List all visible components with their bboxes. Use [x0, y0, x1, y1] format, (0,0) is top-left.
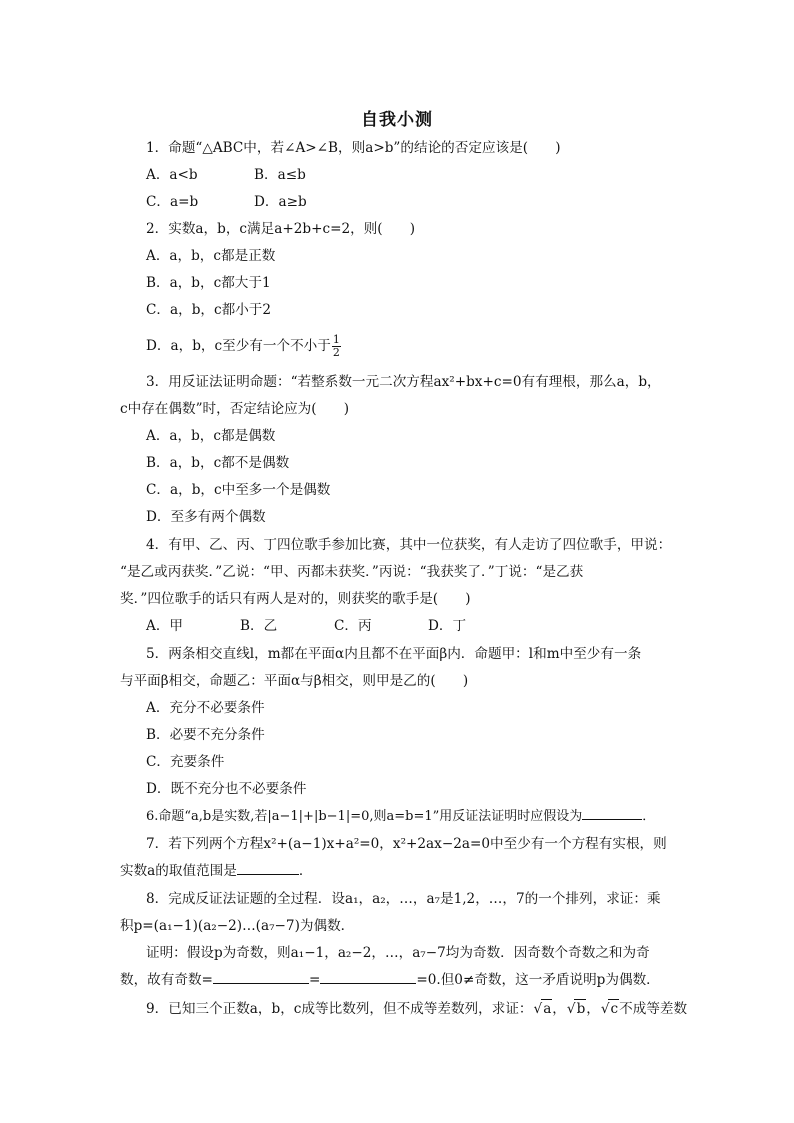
q3-option-d[interactable]: D．至多有两个偶数 — [146, 509, 266, 525]
q2-option-c[interactable]: C．a，b，c都小于2 — [146, 302, 272, 318]
q8-proof-part2: = — [308, 972, 321, 988]
q4-stem-line2: “是乙或丙获奖．”乙说：“甲、丙都未获奖．”丙说：“我获奖了．”丁说：“是乙获 — [120, 564, 584, 580]
q1-stem: 1．命题“△ABC中，若∠A>∠B，则a>b”的结论的否定应该是( ) — [146, 140, 561, 156]
q1-option-b[interactable]: B．a≤b — [254, 167, 306, 183]
q7-end: ． — [298, 863, 313, 879]
q1-option-c[interactable]: C．a=b — [146, 194, 199, 210]
q2-option-d-text: D．a，b，c至少有一个不小于 — [146, 338, 331, 354]
q5-option-b[interactable]: B．必要不充分条件 — [146, 727, 265, 743]
fraction-one-half — [332, 334, 341, 359]
q9-sep-1: ， — [552, 1001, 566, 1017]
q2-stem: 2．实数a，b，c满足a+2b+c=2，则( ) — [146, 221, 416, 237]
q6-answer-blank[interactable] — [582, 807, 642, 820]
q9-stem-post: 不成等差数 — [619, 1001, 688, 1017]
sqrt-c: √ c — [608, 999, 619, 1018]
q4-option-b[interactable]: B．乙 — [240, 618, 278, 634]
q7-answer-blank[interactable] — [237, 862, 299, 875]
q8-answer-blank-1[interactable] — [213, 971, 309, 984]
sqrt-a: √ a — [541, 999, 553, 1018]
q2-option-b[interactable]: B．a，b，c都大于1 — [146, 275, 271, 291]
q4-stem-line3: 奖．”四位歌手的话只有两人是对的，则获奖的歌手是( ) — [120, 591, 471, 607]
q8-proof-part1: 数，故有奇数= — [120, 972, 213, 988]
fraction-denominator: 2 — [332, 346, 340, 359]
q8-stem-line2: 积p=(a₁−1)(a₂−2)…(a₇−7)为偶数． — [120, 918, 355, 934]
q7-stem-line1: 7．若下列两个方程x²+(a−1)x+a²=0，x²+2ax−2a=0中至少有一个方程有实根，则 — [146, 836, 667, 852]
q2-option-a[interactable]: A．a，b，c都是正数 — [146, 248, 276, 264]
q3-option-b[interactable]: B．a，b，c都不是偶数 — [146, 455, 290, 471]
q5-option-a[interactable]: A．充分不必要条件 — [146, 700, 265, 716]
q1-options-row2 — [146, 193, 706, 211]
q7-stem-line2: 实数a的取值范围是 — [120, 863, 237, 879]
q4-option-d[interactable]: D．丁 — [428, 618, 467, 634]
q4-options — [146, 617, 706, 635]
q6-stem: 6.命题“a,b是实数,若|a−1|+|b−1|=0,则a=b=1”用反证法证明时应假设为 — [146, 809, 583, 824]
q7-line2 — [120, 862, 680, 880]
q9-stem-pre: 9．已知三个正数a，b，c成等比数列，但不成等差数列，求证： — [146, 1001, 533, 1017]
q9-stem-line1 — [146, 999, 706, 1018]
q4-stem-line1: 4．有甲、乙、丙、丁四位歌手参加比赛，其中一位获奖，有人走访了四位歌手，甲说： — [146, 537, 672, 553]
q6-end: ． — [642, 809, 656, 824]
q4-option-c[interactable]: C．丙 — [334, 618, 372, 634]
q8-proof-line1: 证明：假设p为奇数，则a₁−1，a₂−2，…，a₇−7均为奇数．因奇数个奇数之和为奇 — [146, 945, 650, 961]
q5-stem-line2: 与平面β相交，命题乙：平面α与β相交，则甲是乙的( ) — [120, 673, 469, 689]
q5-option-d[interactable]: D．既不充分也不必要条件 — [146, 781, 307, 797]
q1-option-d[interactable]: D．a≥b — [254, 194, 307, 210]
q8-answer-blank-2[interactable] — [320, 971, 416, 984]
sqrt-b: √ b — [574, 999, 586, 1018]
q1-options-row1 — [146, 166, 706, 184]
q3-option-c[interactable]: C．a，b，c中至多一个是偶数 — [146, 482, 331, 498]
q8-proof-part3: =0.但0≠奇数，这一矛盾说明p为偶数． — [416, 972, 660, 988]
q5-option-c[interactable]: C．充要条件 — [146, 754, 225, 770]
q9-sep-2: ， — [586, 1001, 600, 1017]
q3-stem-line1: 3．用反证法证明命题：“若整系数一元二次方程ax²+bx+c=0有有理根，那么a，b， — [146, 374, 661, 390]
q6-line — [146, 807, 706, 826]
q8-stem-line1: 8．完成反证法证题的全过程．设a₁，a₂，…，a₇是1,2，…，7的一个排列，求证：乘 — [146, 891, 661, 907]
q4-option-a[interactable]: A．甲 — [146, 618, 184, 634]
q3-option-a[interactable]: A．a，b，c都是偶数 — [146, 428, 276, 444]
q5-stem-line1: 5．两条相交直线l，m都在平面α内且都不在平面β内．命题甲：l和m中至少有一条 — [146, 646, 642, 662]
q3-stem-line2: c中存在偶数”时，否定结论应为( ) — [120, 401, 350, 417]
q8-proof-line2 — [120, 971, 680, 989]
fraction-numerator: 1 — [332, 333, 340, 346]
q1-option-a[interactable]: A．a<b — [146, 167, 198, 183]
q2-option-d[interactable] — [146, 334, 706, 359]
page-title: 自我小测 — [361, 110, 433, 130]
